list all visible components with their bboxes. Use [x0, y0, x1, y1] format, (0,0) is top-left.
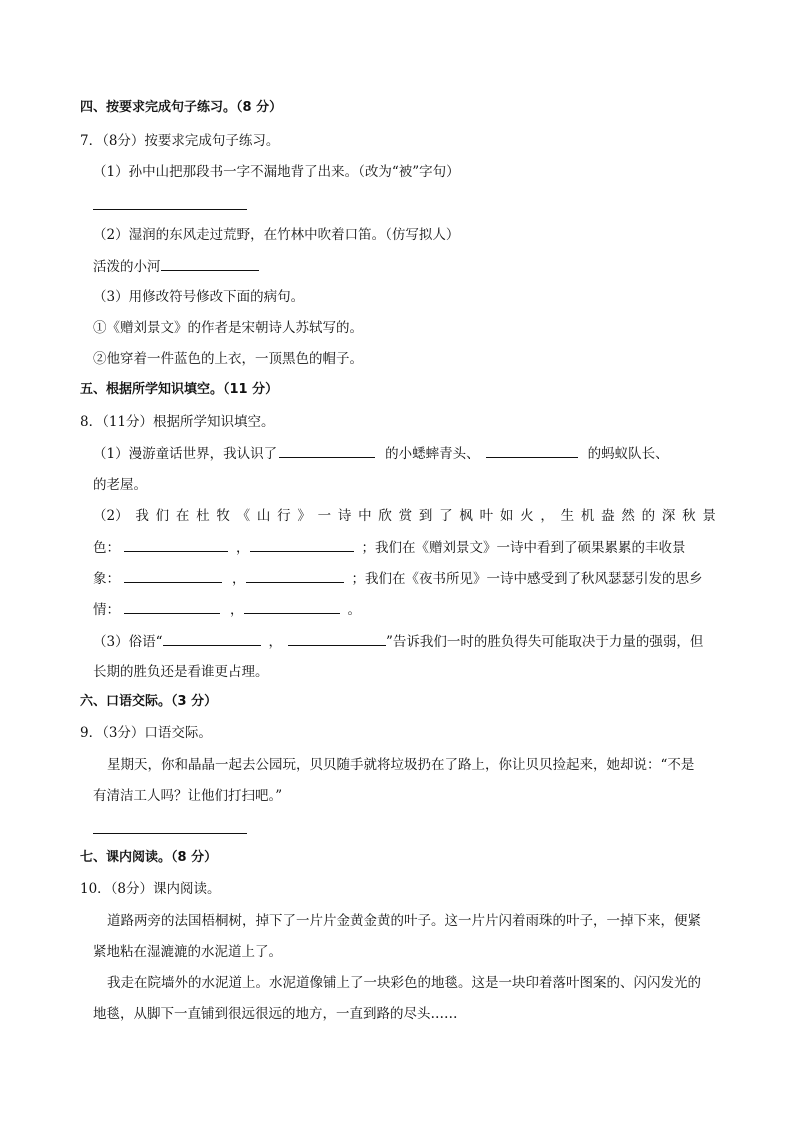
q8-2-line1-char: 诗	[337, 508, 352, 524]
question-7-part-2-prefix: 活泼的小河	[93, 259, 161, 275]
question-7-sentence-a: ①《赠刘景文》的作者是宋朝诗人苏轼写的。	[93, 320, 363, 336]
question-9-text-line-1: 星期天，你和晶晶一起去公园玩，贝贝随手就将垃圾扔在了路上，你让贝贝捡起来，她却说：“不是	[107, 757, 695, 773]
question-8-part-3-line-1	[93, 631, 703, 652]
q8-2-line1-char: 秋	[682, 508, 696, 524]
q8-2-line1-char: 火	[520, 508, 534, 524]
question-7-stem: 7．（8分）按要求完成句子练习。	[80, 133, 280, 149]
question-8-stem: 8．（11分）根据所学知识填空。	[80, 414, 275, 430]
q8-2-line1-char: 的	[641, 508, 656, 524]
q8-2-line1-char: 机	[580, 508, 595, 524]
question-9-text-line-2: 有清洁工人吗？让他们打扫吧。”	[93, 788, 283, 804]
answer-blank-8-1-b[interactable]	[486, 443, 578, 458]
q8-2-l2-text: ；我们在《赠刘景文》一诗中看到了硕果累累的丰收景	[361, 540, 686, 556]
q8-2-line1-char: 然	[621, 508, 635, 524]
question-8-part-2-line-4	[93, 599, 361, 620]
question-7-part-3: （3）用修改符号修改下面的病句。	[93, 289, 305, 305]
answer-blank-8-1-a[interactable]	[279, 443, 375, 458]
q8-2-line1-char: 中	[358, 508, 372, 524]
q8-2-line1-char: 》	[297, 508, 311, 524]
answer-blank-8-2-d[interactable]	[246, 568, 344, 583]
answer-blank-7-2[interactable]	[161, 256, 259, 271]
q8-1-text-b: 的小蟋蟀青头、	[385, 446, 480, 462]
question-8-part-1	[93, 443, 669, 464]
answer-blank-8-2-b[interactable]	[250, 537, 354, 552]
q8-2-line1-char: ，	[540, 508, 554, 524]
q8-2-line1-char: 欣	[378, 508, 392, 524]
answer-blank-8-2-f[interactable]	[244, 599, 340, 614]
question-7-part-2-answer-line	[93, 256, 259, 277]
q8-2-line1-char: 一	[317, 508, 332, 524]
q8-2-line1-char: （2）	[93, 508, 129, 524]
section-7-heading: 七、课内阅读。（8 分）	[80, 850, 218, 865]
q8-2-line1-char: 生	[560, 508, 575, 524]
q8-1-text-d: 的老屋。	[93, 477, 147, 493]
question-7-sentence-b: ②他穿着一件蓝色的上衣，一顶黑色的帽子。	[93, 351, 363, 367]
q8-2-line1-char: 了	[439, 508, 453, 524]
q8-3-text-b: ”告诉我们一时的胜负得失可能取决于力量的强弱，但	[386, 634, 704, 650]
passage-paragraph-1-line-2: 紧地粘在湿漉漉的水泥道上了。	[93, 944, 282, 960]
passage-paragraph-2-line-1: 我走在院墙外的水泥道上。水泥道像铺上了一块彩色的地毯。这是一块印着落叶图案的、闪闪发光的	[107, 975, 701, 991]
q8-2-line1-char: 赏	[398, 508, 413, 524]
q8-2-l3-text: ；我们在《夜书所见》一诗中感受到了秋风瑟瑟引发的思乡	[351, 571, 703, 587]
answer-blank-9[interactable]	[93, 833, 247, 834]
question-7-part-2: （2）湿润的东风走过荒野，在竹林中吹着口笛。（仿写拟人）	[93, 227, 460, 243]
q8-2-line1-char: 到	[418, 508, 433, 524]
q8-2-l4-end: 。	[347, 602, 361, 618]
answer-blank-8-2-e[interactable]	[124, 599, 220, 614]
q8-2-l2-label: 色：	[93, 540, 120, 556]
q8-1-text-a: （1）漫游童话世界，我认识了	[93, 446, 278, 462]
passage-paragraph-1-line-1: 道路两旁的法国梧桐树，掉下了一片片金黄金黄的叶子。这一片片闪着雨珠的叶子，一掉下来，便紧	[107, 913, 701, 929]
q8-2-line1-char: 们	[155, 508, 170, 524]
section-5-heading: 五、根据所学知识填空。（11 分）	[80, 382, 279, 397]
q8-2-line1-char: 盎	[601, 508, 615, 524]
question-8-part-2-line-1	[93, 506, 716, 526]
section-6-heading: 六、口语交际。（3 分）	[80, 694, 218, 709]
section-4-heading: 四、按要求完成句子练习。（8 分）	[80, 100, 283, 115]
passage-paragraph-2-line-2: 地毯，从脚下一直铺到很远很远的地方，一直到路的尽头……	[93, 1006, 458, 1022]
question-8-part-2-line-2	[93, 537, 686, 558]
q8-2-line1-char: 山	[256, 508, 271, 524]
q8-2-line1-char: 行	[277, 508, 291, 524]
q8-2-line1-char: 在	[175, 508, 190, 524]
q8-2-line1-char: 景	[702, 508, 716, 524]
answer-blank-8-3-a[interactable]	[163, 631, 261, 646]
q8-2-l3-comma: ，	[232, 571, 246, 587]
question-7-part-1: （1）孙中山把那段书一字不漏地背了出来。（改为“被”字句）	[93, 164, 460, 180]
q8-2-line1-char: 枫	[459, 508, 473, 524]
answer-blank-8-3-b[interactable]	[288, 631, 386, 646]
q8-2-line1-char: 我	[135, 508, 149, 524]
answer-blank-8-2-a[interactable]	[124, 537, 228, 552]
q8-2-line1-char: 牧	[216, 508, 230, 524]
q8-2-l2-comma: ，	[236, 540, 250, 556]
q8-2-line1-char: 深	[661, 508, 676, 524]
q8-2-l4-label: 情：	[93, 602, 120, 618]
question-8-part-2-line-3	[93, 568, 703, 589]
question-10-stem: 10．（8分）课内阅读。	[80, 881, 221, 897]
q8-2-line1-char: 叶	[479, 508, 494, 524]
answer-blank-8-2-c[interactable]	[124, 568, 222, 583]
answer-blank-7-1[interactable]	[93, 209, 247, 210]
q8-2-line1-char: 如	[499, 508, 514, 524]
q8-3-comma: ，	[268, 634, 282, 650]
q8-3-text-a: （3）俗语“	[93, 634, 163, 650]
q8-3-text-c: 长期的胜负还是看谁更占理。	[93, 664, 269, 680]
question-9-stem: 9．（3分）口语交际。	[80, 725, 212, 741]
q8-1-text-c: 的蚂蚁队长、	[587, 446, 669, 462]
q8-2-l3-label: 象：	[93, 571, 120, 587]
q8-2-l4-comma: ，	[230, 602, 244, 618]
q8-2-line1-char: 杜	[196, 508, 210, 524]
q8-2-line1-char: 《	[236, 508, 251, 524]
